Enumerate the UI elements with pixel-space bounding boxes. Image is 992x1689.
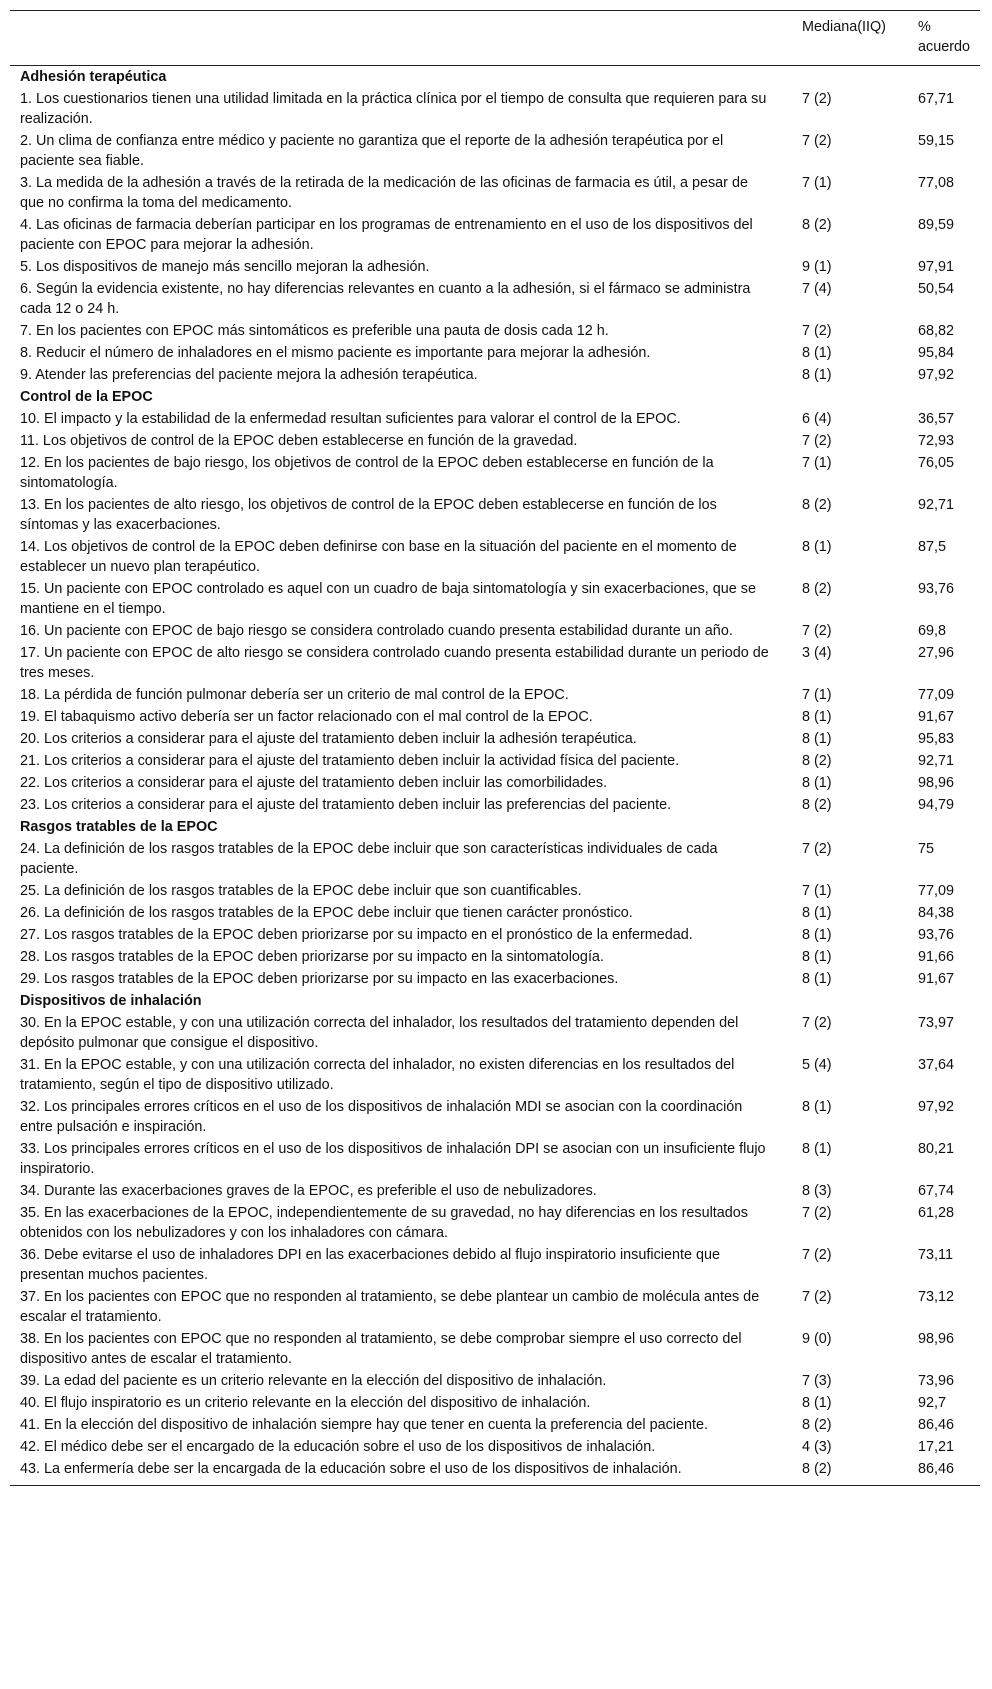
statement-cell: 14. Los objetivos de control de la EPOC deben definirse con base en la situación del paciente en el momento de establecer un nuevo plan terapéutico. — [20, 539, 737, 575]
statement-cell: 29. Los rasgos tratables de la EPOC deben priorizarse por su impacto en las exacerbaciones. — [20, 971, 619, 987]
agreement-cell: 77,09 — [918, 883, 955, 899]
table-row — [10, 1458, 980, 1486]
agreement-cell: 94,79 — [918, 797, 955, 813]
table-row — [10, 364, 980, 386]
table-row — [10, 578, 980, 620]
agreement-cell: 92,71 — [918, 753, 955, 769]
statement-cell: 35. En las exacerbaciones de la EPOC, independientemente de su gravedad, no hay diferencias en los resultados obtenidos con los nebulizadores y con los inhaladores con cámara. — [20, 1205, 748, 1241]
table-row — [10, 838, 980, 880]
section-header-row — [10, 66, 980, 89]
section-title: Adhesión terapéutica — [20, 69, 167, 85]
agreement-cell: 59,15 — [918, 133, 955, 149]
agreement-cell: 68,82 — [918, 323, 955, 339]
agreement-cell: 67,74 — [918, 1183, 955, 1199]
agreement-cell: 97,92 — [918, 367, 955, 383]
agreement-cell: 97,92 — [918, 1099, 955, 1115]
table-row — [10, 1370, 980, 1392]
statement-cell: 3. La medida de la adhesión a través de la retirada de la medicación de las oficinas de farmacia es útil, a pesar de que no confirma la toma del medicamento. — [20, 175, 748, 211]
median-cell: 7 (1) — [802, 175, 832, 191]
statement-cell: 7. En los pacientes con EPOC más sintomáticos es preferible una pauta de dosis cada 12 h. — [20, 323, 609, 339]
table-header — [10, 11, 980, 66]
median-cell: 7 (1) — [802, 455, 832, 471]
section-title: Dispositivos de inhalación — [20, 993, 202, 1009]
median-cell: 7 (2) — [802, 841, 832, 857]
median-cell: 7 (3) — [802, 1373, 832, 1389]
statement-cell: 25. La definición de los rasgos tratables de la EPOC debe incluir que son cuantificables. — [20, 883, 582, 899]
agreement-cell: 69,8 — [918, 623, 947, 639]
statement-cell: 32. Los principales errores críticos en el uso de los dispositivos de inhalación MDI se asocian con la coordinación entre pulsación e inspiración. — [20, 1099, 743, 1135]
median-cell: 7 (2) — [802, 1289, 832, 1305]
table-row — [10, 1392, 980, 1414]
agreement-cell: 73,96 — [918, 1373, 955, 1389]
median-cell: 7 (2) — [802, 1015, 832, 1031]
statement-cell: 8. Reducir el número de inhaladores en el mismo paciente es importante para mejorar la adhesión. — [20, 345, 651, 361]
median-cell: 7 (2) — [802, 91, 832, 107]
median-cell: 3 (4) — [802, 645, 832, 661]
header-statement — [10, 11, 792, 66]
median-cell: 8 (3) — [802, 1183, 832, 1199]
median-cell: 4 (3) — [802, 1439, 832, 1455]
agreement-cell: 98,96 — [918, 775, 955, 791]
table-row — [10, 256, 980, 278]
agreement-cell: 91,66 — [918, 949, 955, 965]
statement-cell: 40. El flujo inspiratorio es un criterio relevante en la elección del dispositivo de inhalación. — [20, 1395, 591, 1411]
agreement-cell: 95,84 — [918, 345, 955, 361]
table-row — [10, 968, 980, 990]
section-header-row — [10, 990, 980, 1012]
table-row — [10, 452, 980, 494]
median-cell: 8 (1) — [802, 1141, 832, 1157]
agreement-cell: 93,76 — [918, 927, 955, 943]
median-cell: 7 (2) — [802, 1205, 832, 1221]
statement-cell: 30. En la EPOC estable, y con una utilización correcta del inhalador, los resultados del tratamiento dependen del depósito pulmonar que consigue el dispositivo. — [20, 1015, 739, 1051]
agreement-cell: 67,71 — [918, 91, 955, 107]
median-cell: 7 (1) — [802, 883, 832, 899]
median-cell: 8 (1) — [802, 1395, 832, 1411]
median-cell: 7 (2) — [802, 323, 832, 339]
statement-cell: 37. En los pacientes con EPOC que no responden al tratamiento, se debe plantear un cambio de molécula antes de escalar el tratamiento. — [20, 1289, 760, 1325]
table-row — [10, 794, 980, 816]
median-cell: 8 (2) — [802, 753, 832, 769]
agreement-cell: 92,7 — [918, 1395, 947, 1411]
statement-cell: 12. En los pacientes de bajo riesgo, los objetivos de control de la EPOC deben establecerse en función de la sintomatología. — [20, 455, 714, 491]
statement-cell: 6. Según la evidencia existente, no hay diferencias relevantes en cuanto a la adhesión, si el fármaco se administra cada 12 o 24 h. — [20, 281, 751, 317]
statement-cell: 34. Durante las exacerbaciones graves de la EPOC, es preferible el uso de nebulizadores. — [20, 1183, 597, 1199]
table-row — [10, 88, 980, 130]
median-cell: 8 (1) — [802, 345, 832, 361]
statement-cell: 22. Los criterios a considerar para el ajuste del tratamiento deben incluir las comorbilidades. — [20, 775, 608, 791]
agreement-cell: 61,28 — [918, 1205, 955, 1221]
statement-cell: 39. La edad del paciente es un criterio relevante en la elección del dispositivo de inhalación. — [20, 1373, 607, 1389]
section-header-row — [10, 386, 980, 408]
agreement-cell: 73,97 — [918, 1015, 955, 1031]
table-row — [10, 536, 980, 578]
table-row — [10, 750, 980, 772]
table-row — [10, 684, 980, 706]
table-row — [10, 728, 980, 750]
table-row — [10, 172, 980, 214]
table-row — [10, 320, 980, 342]
table-row — [10, 642, 980, 684]
median-cell: 7 (1) — [802, 687, 832, 703]
table-row — [10, 1138, 980, 1180]
table-row — [10, 1244, 980, 1286]
statement-cell: 1. Los cuestionarios tienen una utilidad limitada en la práctica clínica por el tiempo de consulta que requieren para su realización. — [20, 91, 767, 127]
statement-cell: 4. Las oficinas de farmacia deberían participar en los programas de entrenamiento en el uso de los dispositivos del paciente con EPOC para mejorar la adhesión. — [20, 217, 753, 253]
statement-cell: 2. Un clima de confianza entre médico y paciente no garantiza que el reporte de la adhesión terapéutica por el paciente sea fiable. — [20, 133, 724, 169]
agreement-cell: 50,54 — [918, 281, 955, 297]
statement-cell: 42. El médico debe ser el encargado de la educación sobre el uso de los dispositivos de inhalación. — [20, 1439, 656, 1455]
table-row — [10, 408, 980, 430]
median-cell: 5 (4) — [802, 1057, 832, 1073]
agreement-cell: 80,21 — [918, 1141, 955, 1157]
statement-cell: 41. En la elección del dispositivo de inhalación siempre hay que tener en cuenta la preferencia del paciente. — [20, 1417, 708, 1433]
statement-cell: 36. Debe evitarse el uso de inhaladores DPI en las exacerbaciones debido al flujo inspiratorio insuficiente que presentan muchos pacientes. — [20, 1247, 720, 1283]
consensus-table — [10, 10, 980, 1486]
agreement-cell: 76,05 — [918, 455, 955, 471]
statement-cell: 16. Un paciente con EPOC de bajo riesgo se considera controlado cuando presenta estabilidad durante un año. — [20, 623, 733, 639]
statement-cell: 24. La definición de los rasgos tratables de la EPOC debe incluir que son características individuales de cada paciente. — [20, 841, 718, 877]
agreement-cell: 86,46 — [918, 1461, 955, 1477]
agreement-cell: 84,38 — [918, 905, 955, 921]
statement-cell: 21. Los criterios a considerar para el ajuste del tratamiento deben incluir la actividad física del paciente. — [20, 753, 680, 769]
median-cell: 8 (1) — [802, 709, 832, 725]
consensus-table-container — [10, 10, 980, 1486]
agreement-cell: 75 — [918, 841, 935, 857]
median-cell: 8 (1) — [802, 905, 832, 921]
statement-cell: 19. El tabaquismo activo debería ser un factor relacionado con el mal control de la EPOC. — [20, 709, 593, 725]
table-row — [10, 1436, 980, 1458]
agreement-cell: 95,83 — [918, 731, 955, 747]
agreement-cell: 98,96 — [918, 1331, 955, 1347]
agreement-cell: 37,64 — [918, 1057, 955, 1073]
table-row — [10, 1286, 980, 1328]
statement-cell: 43. La enfermería debe ser la encargada de la educación sobre el uso de los dispositivos de inhalación. — [20, 1461, 682, 1477]
header-median: Mediana(IIQ) — [802, 19, 886, 35]
agreement-cell: 27,96 — [918, 645, 955, 661]
agreement-cell: 77,09 — [918, 687, 955, 703]
median-cell: 8 (1) — [802, 949, 832, 965]
table-row — [10, 1096, 980, 1138]
median-cell: 8 (2) — [802, 1461, 832, 1477]
median-cell: 7 (2) — [802, 133, 832, 149]
table-row — [10, 130, 980, 172]
median-cell: 8 (1) — [802, 927, 832, 943]
agreement-cell: 91,67 — [918, 971, 955, 987]
median-cell: 7 (2) — [802, 433, 832, 449]
section-title: Control de la EPOC — [20, 389, 153, 405]
header-agreement: % acuerdo — [918, 19, 971, 55]
median-cell: 8 (2) — [802, 1417, 832, 1433]
table-row — [10, 214, 980, 256]
agreement-cell: 91,67 — [918, 709, 955, 725]
median-cell: 8 (1) — [802, 367, 832, 383]
median-cell: 6 (4) — [802, 411, 832, 427]
agreement-cell: 36,57 — [918, 411, 955, 427]
agreement-cell: 87,5 — [918, 539, 947, 555]
agreement-cell: 97,91 — [918, 259, 955, 275]
median-cell: 8 (2) — [802, 497, 832, 513]
table-row — [10, 946, 980, 968]
statement-cell: 31. En la EPOC estable, y con una utilización correcta del inhalador, no existen diferencias en los resultados del tratamiento, según el tipo de dispositivo utilizado. — [20, 1057, 735, 1093]
median-cell: 8 (2) — [802, 217, 832, 233]
median-cell: 8 (2) — [802, 797, 832, 813]
table-row — [10, 494, 980, 536]
table-row — [10, 1414, 980, 1436]
agreement-cell: 73,11 — [918, 1247, 953, 1263]
median-cell: 8 (1) — [802, 539, 832, 555]
agreement-cell: 73,12 — [918, 1289, 955, 1305]
statement-cell: 5. Los dispositivos de manejo más sencillo mejoran la adhesión. — [20, 259, 430, 275]
section-header-row — [10, 816, 980, 838]
statement-cell: 17. Un paciente con EPOC de alto riesgo se considera controlado cuando presenta estabilidad durante un periodo de tres meses. — [20, 645, 769, 681]
median-cell: 8 (1) — [802, 731, 832, 747]
agreement-cell: 93,76 — [918, 581, 955, 597]
table-row — [10, 902, 980, 924]
statement-cell: 27. Los rasgos tratables de la EPOC deben priorizarse por su impacto en el pronóstico de la enfermedad. — [20, 927, 693, 943]
statement-cell: 11. Los objetivos de control de la EPOC deben establecerse en función de la gravedad. — [20, 433, 578, 449]
table-row — [10, 620, 980, 642]
statement-cell: 15. Un paciente con EPOC controlado es aquel con un cuadro de baja sintomatología y sin exacerbaciones, que se mantiene en el tiempo. — [20, 581, 756, 617]
section-title: Rasgos tratables de la EPOC — [20, 819, 218, 835]
agreement-cell: 89,59 — [918, 217, 955, 233]
statement-cell: 26. La definición de los rasgos tratables de la EPOC debe incluir que tienen carácter pronóstico. — [20, 905, 633, 921]
table-row — [10, 1328, 980, 1370]
median-cell: 8 (1) — [802, 1099, 832, 1115]
table-row — [10, 1054, 980, 1096]
median-cell: 7 (2) — [802, 623, 832, 639]
statement-cell: 10. El impacto y la estabilidad de la enfermedad resultan suficientes para valorar el control de la EPOC. — [20, 411, 681, 427]
statement-cell: 33. Los principales errores críticos en el uso de los dispositivos de inhalación DPI se asocian con un insuficiente flujo inspiratorio. — [20, 1141, 766, 1177]
statement-cell: 23. Los criterios a considerar para el ajuste del tratamiento deben incluir las preferencias del paciente. — [20, 797, 672, 813]
median-cell: 7 (2) — [802, 1247, 832, 1263]
statement-cell: 38. En los pacientes con EPOC que no responden al tratamiento, se debe comprobar siempre el uso correcto del dispositivo antes de escalar el tratamiento. — [20, 1331, 742, 1367]
table-row — [10, 880, 980, 902]
median-cell: 8 (1) — [802, 775, 832, 791]
table-row — [10, 706, 980, 728]
median-cell: 8 (2) — [802, 581, 832, 597]
table-row — [10, 1012, 980, 1054]
table-row — [10, 924, 980, 946]
statement-cell: 9. Atender las preferencias del paciente mejora la adhesión terapéutica. — [20, 367, 478, 383]
table-row — [10, 430, 980, 452]
table-row — [10, 1202, 980, 1244]
agreement-cell: 86,46 — [918, 1417, 955, 1433]
statement-cell: 18. La pérdida de función pulmonar debería ser un criterio de mal control de la EPOC. — [20, 687, 569, 703]
table-row — [10, 342, 980, 364]
agreement-cell: 72,93 — [918, 433, 955, 449]
table-row — [10, 772, 980, 794]
statement-cell: 13. En los pacientes de alto riesgo, los objetivos de control de la EPOC deben establecerse en función de los síntomas y las exacerbaciones. — [20, 497, 717, 533]
median-cell: 7 (4) — [802, 281, 832, 297]
median-cell: 9 (1) — [802, 259, 832, 275]
statement-cell: 20. Los criterios a considerar para el ajuste del tratamiento deben incluir la adhesión terapéutica. — [20, 731, 637, 747]
table-row — [10, 278, 980, 320]
agreement-cell: 77,08 — [918, 175, 955, 191]
header-row — [10, 11, 980, 66]
table-body — [10, 66, 980, 1486]
agreement-cell: 17,21 — [918, 1439, 955, 1455]
agreement-cell: 92,71 — [918, 497, 955, 513]
median-cell: 8 (1) — [802, 971, 832, 987]
table-row — [10, 1180, 980, 1202]
median-cell: 9 (0) — [802, 1331, 832, 1347]
statement-cell: 28. Los rasgos tratables de la EPOC deben priorizarse por su impacto en la sintomatología. — [20, 949, 604, 965]
